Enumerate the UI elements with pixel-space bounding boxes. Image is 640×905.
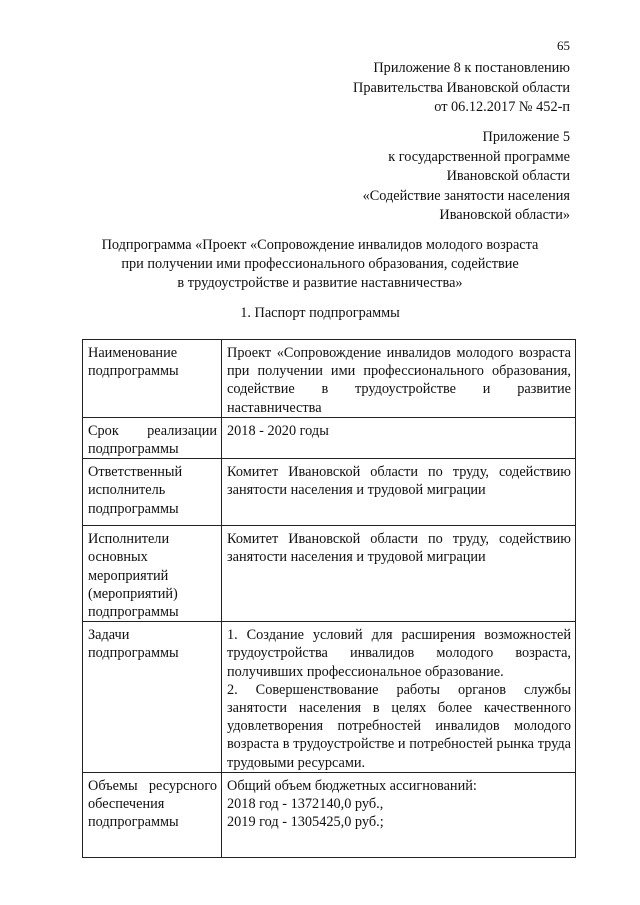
attachment-5-header [363, 128, 570, 226]
label-line: исполнитель [88, 482, 166, 499]
attachment-8-line: Приложение 8 к постановлению [373, 60, 570, 76]
value-text: Общий объем бюджетных ассигнований: [227, 777, 477, 794]
row-value [222, 526, 576, 622]
table-row [83, 417, 576, 458]
value-text: 2. Совершенствование работы органов службы занятости населения в целях более качественного удовлетворения потребностей инвалидов молодого возраста в трудоустройстве и потребностей рынка труда трудовыми ресурсами. [227, 681, 571, 771]
row-label [83, 526, 222, 622]
row-label [83, 772, 222, 857]
passport-table [82, 339, 576, 858]
label-line: Объемы ресурсного [88, 777, 217, 794]
label-line: подпрограммы [88, 363, 179, 380]
row-label [83, 622, 222, 773]
label-line: подпрограммы [88, 645, 179, 662]
label-line: (мероприятий) [88, 585, 178, 602]
attachment-8-line: от 06.12.2017 № 452-п [434, 99, 570, 115]
title-line: при получении ими профессионального образования, содействие [121, 256, 519, 272]
title-line: Подпрограмма «Проект «Сопровождение инвалидов молодого возраста [101, 237, 539, 253]
value-text: Проект «Сопровождение инвалидов молодого возраста при получении ими профессионального образования, содействие в трудоустройстве и развитие наставничества [227, 345, 571, 416]
table-row [83, 622, 576, 773]
value-text: Комитет Ивановской области по труду, содействию занятости населения и трудовой миграции [227, 464, 571, 499]
title-line: в трудоустройстве и развитие наставничества» [177, 275, 463, 291]
subprogram-title [70, 236, 570, 293]
row-value [222, 417, 576, 458]
label-line: Срок реализации [88, 422, 217, 439]
section-heading: 1. Паспорт подпрограммы [240, 305, 400, 321]
attachment-5-line: Ивановской области» [439, 207, 570, 223]
attachment-8-header [353, 59, 570, 118]
value-text: 2019 год - 1305425,0 руб.; [227, 814, 384, 831]
attachment-5-line: Приложение 5 [482, 129, 570, 145]
row-value [222, 772, 576, 857]
label-line: Задачи [88, 627, 130, 644]
row-label [83, 417, 222, 458]
label-line: подпрограммы [88, 441, 179, 458]
attachment-5-line: Ивановской области [446, 168, 570, 184]
table-row [83, 340, 576, 418]
value-text: 2018 - 2020 годы [227, 422, 329, 439]
row-value [222, 340, 576, 418]
row-label [83, 459, 222, 526]
attachment-5-line: к государственной программе [388, 148, 570, 165]
label-line: Наименование [88, 345, 178, 361]
value-text: 2018 год - 1372140,0 руб., [227, 796, 384, 813]
attachment-5-line: «Содействие занятости населения [362, 187, 570, 204]
value-text: Комитет Ивановской области по труду, содействию занятости населения и трудовой миграции [227, 531, 571, 566]
row-value [222, 459, 576, 526]
table-row [83, 772, 576, 857]
table-row [83, 526, 576, 622]
label-line: основных [88, 549, 148, 566]
table-row [83, 459, 576, 526]
label-line: обеспечения [88, 796, 165, 813]
label-line: подпрограммы [88, 814, 179, 831]
row-label [83, 340, 222, 418]
page-number: 65 [557, 38, 570, 53]
value-text: 1. Создание условий для расширения возможностей трудоустройства инвалидов молодого возраста, получивших профессиональное образование. [227, 627, 571, 680]
label-line: мероприятий [88, 567, 169, 584]
attachment-8-line: Правительства Ивановской области [353, 79, 570, 96]
row-value [222, 622, 576, 773]
label-line: подпрограммы [88, 604, 179, 621]
label-line: подпрограммы [88, 500, 179, 517]
label-line: Ответственный [88, 464, 183, 481]
label-line: Исполнители [88, 531, 170, 548]
